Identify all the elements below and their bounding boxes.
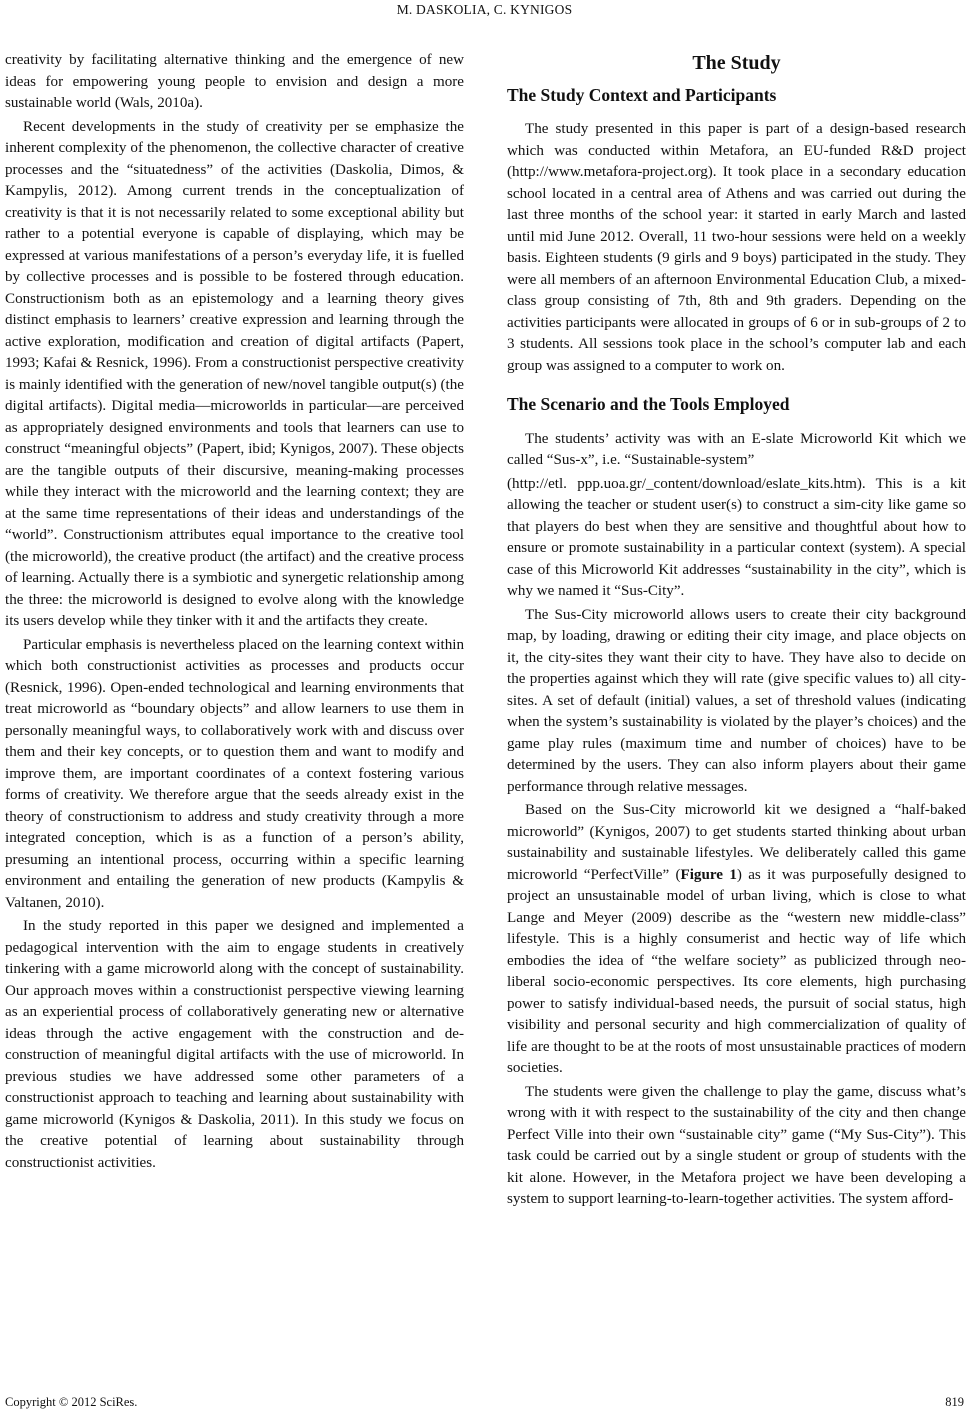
copyright: Copyright © 2012 SciRes. [5,1395,138,1409]
paragraph: The students were given the challenge to play the game, discuss what’s wrong with it with respect to the sustainability of the city and then change Perfect Ville into their own “sustainable city” game (“My Sus-City”). This task could be carried out by a single student or group of students with the kit alone. However, in the Metafora project we have been developing a system to support learning-to-learn-together activities. The system afford- [507,1083,966,1207]
paragraph: The Sus-City microworld allows users to create their city background map, by loading, drawing or editing their city image, and place objects on it, the city-sites they want their city to have. They have also to decide on the properties against which they will rate (give specific values to) all city-sites. A set of default (initial) values, a set of threshold values (indicating when the system’s sustainability is violated by the player’s choices) and the game play rules (maximum time and number of choices) have to be determined by the users. They can also inform players about their game performance through relative messages. [507,606,966,795]
text-span: ) as it was purposefully designed to project an unsustainable model of urban living, which is close to what Lange and Meyer (2009) describe as the “western new middle-class” lifestyle. This is a highly consumerist and hectic way of life which embodies the idea of “the welfare society” as publicized through neo-liberal socio-economic perspectives. Its core elements, high purchasing power to satisfy individual-based needs, the pursuit of social status, high visibility and personal security and high commercialization of quality of life are thought to be at the roots of most unsustainable practices of modern societies. [507,866,966,1076]
figure-reference: Figure 1 [680,866,737,883]
paragraph: (http://etl. ppp.uoa.gr/_content/download/eslate_kits.htm). This is a kit allowing the teacher or student user(s) to construct a sim-city like game so that players do best when they are sensitive and thoughtful about how to ensure or promote sustainability in a particular context (system). A special case of this Microworld Kit addresses “sustainability in the city”, which is why we named it “Sus-City”. [507,475,966,599]
paragraph: The students’ activity was with an E-slate Microworld Kit which we called “Sus-x”, i.e. “Sustainable-system” [507,430,966,468]
paragraph: creativity by facilitating alternative thinking and the emergence of new ideas for empowering young people to envision and design a more sustainable world (Wals, 2010a). [5,52,464,111]
paragraph: Recent developments in the study of creativity per se emphasize the inherent complexity of the phenomenon, the collective character of creative processes and the “situatedness” of the activities (Daskolia, Dimos, & Kampylis, 2012). Among current trends in the conceptualization of creativity is that it is not necessarily related to some exceptional ability but rather to a potential everyone is capable of displaying, which may be expressed at various manifestations of a person’s everyday life, it is fuelled by collective processes and is possible to be fostered through education. Constructionism both as an epistemology and a learning theory gives distinct emphasis to learners’ creative expression and learning through the active exploration, modification and creation of digital artifacts (Papert, 1993; Kafai & Resnick, 1996). From a constructionist perspective creativity is mainly identified with the generation of new/novel tangible output(s) (the digital artifacts). Digital media—microworlds in particular—are perceived as appropriately designed environments and tools that learners can use to construct “meaningful objects” (Papert, ibid; Kynigos, 2007). These objects are the tangible outputs of their discursive, meaning-making processes while they interact with the microworld and the learning context; they are at the same time representations of their ideas and understandings of the “world”. Constructionism attributes equal importance to the creative tool (the microworld), the creative product (the artifact) and the creative process of learning. Actually there is a symbiotic and synergetic relationship among the three: the microworld is designed to evolve along with the knowledge its users develop while they tinker with it and the artifacts they create. [5,118,464,629]
paragraph: The study presented in this paper is part of a design-based research which was conducted within Metafora, an EU-funded R&D project (http://www.metafora-project.org). It took place in a secondary education school located in a central area of Athens and was carried out during the last three months of the school year: it started in early March and lasted until mid June 2012. Overall, 11 two-hour sessions were held on a weekly basis. Eighteen students (9 girls and 9 boys) participated in the study. They were all members of an afternoon Environmental Education Club, a mixed-class group consisting of 7th, 8th and 9th graders. Depending on the activities participants were allocated in groups of 6 or in sub-groups of 2 to 3 students. All sessions took place in the school’s computer lab and each group was assigned to a computer to work on. [507,121,966,374]
left-column [5,50,464,1174]
text-span: Based on the Sus-City microworld kit we designed a “half-baked microworld” (Kynigos, 2007) to get students started thinking about urban sustainability and sustainable lifestyles. We deliberately called this game microworld “PerfectVille” ( [507,802,966,883]
paragraph [507,800,966,1080]
right-column [507,50,966,1211]
subsection-heading: The Study Context and Participants [507,84,777,105]
subsection-heading: The Scenario and the Tools Employed [507,394,790,414]
running-header: M. DASKOLIA, C. KYNIGOS [396,2,573,17]
paragraph: In the study reported in this paper we designed and implemented a pedagogical intervention with the aim to engage students in creatively tinkering with a game microworld along with the concept of sustainability. Our approach moves within a constructionist perspective viewing learning as an experiential process of collaboratively generating new or alternative ideas through the active engagement with the construction and de-construction of meaningful digital artifacts with the use of microworld. In previous studies we have addressed some other parameters of a constructionist approach to teaching and learning about sustainability with game microworld (Kynigos & Daskolia, 2011). In this study we focus on the creative potential of learning about sustainability through constructionist activities. [5,918,464,1171]
page-number: 819 [945,1395,964,1409]
section-title: The Study [692,52,781,74]
paragraph: Particular emphasis is nevertheless placed on the learning context within which both constructionist activities as processes and products occur (Resnick, 1996). Open-ended technological and learning environments that treat microworld as “boundary objects” and allow learners to use them in personally meaningful ways, to collaboratively work with and discuss over them and their key concepts, or to question them and want to modify and improve them, are important coordinates of a context fostering various forms of creativity. We therefore argue that the seeds already exist in the theory of constructionism to address and study creativity through a more integrated conception, which is as a function of a person’s ability, presuming an intentional process, occurring within a specific learning environment and entailing the generation of new products (Kampylis & Valtanen, 2010). [5,636,464,911]
